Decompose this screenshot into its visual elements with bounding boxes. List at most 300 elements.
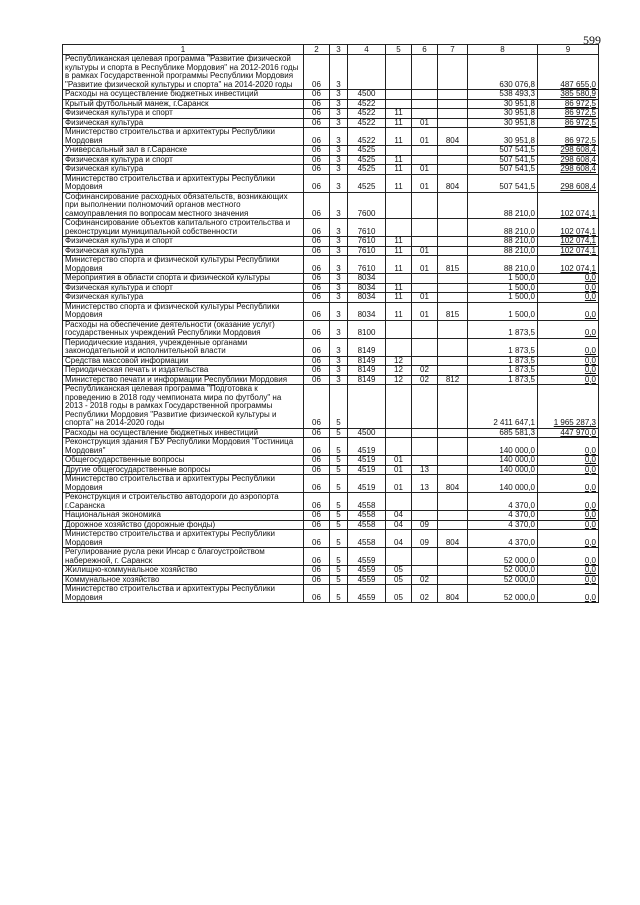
row-cell-c3: 3 <box>330 219 348 237</box>
row-cell-c8: 507 541,5 <box>468 165 538 175</box>
row-cell-c9: 0,0 <box>538 475 599 493</box>
row-cell-c5 <box>386 90 412 100</box>
row-name-cell: Физическая культура и спорт <box>63 237 304 247</box>
row-cell-c8: 1 873,5 <box>468 375 538 385</box>
row-cell-c7: 804 <box>438 585 468 603</box>
column-header-9: 9 <box>538 45 599 55</box>
row-name-cell: Расходы на осуществление бюджетных инвестиций <box>63 428 304 438</box>
row-cell-c8: 507 541,5 <box>468 146 538 156</box>
row-cell-c2: 06 <box>304 438 330 456</box>
row-cell-c7: 804 <box>438 128 468 146</box>
row-cell-c4: 4519 <box>348 465 386 475</box>
row-cell-c4: 8100 <box>348 320 386 338</box>
row-cell-c3: 3 <box>330 99 348 109</box>
row-name-cell: Министерство печати и информации Республики Мордовия <box>63 375 304 385</box>
row-cell-c3: 5 <box>330 575 348 585</box>
row-cell-c9: 102 074,1 <box>538 256 599 274</box>
row-cell-c4: 7610 <box>348 219 386 237</box>
row-cell-c4: 8034 <box>348 302 386 320</box>
row-cell-c5 <box>386 428 412 438</box>
row-cell-c5: 01 <box>386 456 412 466</box>
row-cell-c9: 298 608,4 <box>538 174 599 192</box>
row-cell-c5: 11 <box>386 165 412 175</box>
row-name-cell: Регулирование русла реки Инсар с благоустройством набережной, г. Саранск <box>63 548 304 566</box>
row-cell-c3: 5 <box>330 438 348 456</box>
row-cell-c2: 06 <box>304 356 330 366</box>
row-cell-c2: 06 <box>304 99 330 109</box>
row-name-cell: Национальная экономика <box>63 511 304 521</box>
table-row <box>63 293 599 303</box>
row-cell-c8: 52 000,0 <box>468 585 538 603</box>
table-row <box>63 237 599 247</box>
row-cell-c7 <box>438 520 468 530</box>
row-cell-c7 <box>438 192 468 219</box>
row-cell-c2: 06 <box>304 338 330 356</box>
row-cell-c6: 02 <box>412 366 438 376</box>
row-cell-c6 <box>412 99 438 109</box>
row-cell-c3: 3 <box>330 90 348 100</box>
row-cell-c7 <box>438 438 468 456</box>
row-name-cell: Периодические издания, учрежденные органами законодательной и исполнительной власти <box>63 338 304 356</box>
row-cell-c3: 3 <box>330 366 348 376</box>
row-cell-c7: 804 <box>438 530 468 548</box>
row-cell-c3: 3 <box>330 256 348 274</box>
row-cell-c2: 06 <box>304 530 330 548</box>
row-cell-c6 <box>412 566 438 576</box>
row-cell-c8: 4 370,0 <box>468 520 538 530</box>
row-cell-c8: 140 000,0 <box>468 475 538 493</box>
row-cell-c3: 3 <box>330 338 348 356</box>
row-cell-c2: 06 <box>304 385 330 429</box>
row-cell-c6: 09 <box>412 530 438 548</box>
row-cell-c3: 3 <box>330 293 348 303</box>
row-cell-c4: 8034 <box>348 274 386 284</box>
row-cell-c3: 3 <box>330 155 348 165</box>
row-cell-c3: 5 <box>330 511 348 521</box>
row-cell-c5 <box>386 385 412 429</box>
table-row <box>63 530 599 548</box>
row-cell-c7 <box>438 366 468 376</box>
row-cell-c4: 4522 <box>348 128 386 146</box>
row-cell-c7 <box>438 246 468 256</box>
row-cell-c5: 11 <box>386 246 412 256</box>
row-cell-c7 <box>438 428 468 438</box>
row-cell-c6: 02 <box>412 375 438 385</box>
row-cell-c9: 0,0 <box>538 283 599 293</box>
row-cell-c4: 4519 <box>348 475 386 493</box>
row-cell-c3: 5 <box>330 585 348 603</box>
row-cell-c6 <box>412 338 438 356</box>
row-cell-c8: 2 411 647,1 <box>468 385 538 429</box>
row-cell-c4: 4559 <box>348 585 386 603</box>
row-cell-c6: 13 <box>412 465 438 475</box>
row-cell-c6 <box>412 438 438 456</box>
row-cell-c9: 0,0 <box>538 302 599 320</box>
table-row <box>63 338 599 356</box>
row-cell-c6: 01 <box>412 174 438 192</box>
row-cell-c8: 1 873,5 <box>468 366 538 376</box>
table-row <box>63 456 599 466</box>
row-cell-c4: 4559 <box>348 548 386 566</box>
table-row <box>63 274 599 284</box>
row-cell-c6 <box>412 385 438 429</box>
row-cell-c7: 804 <box>438 174 468 192</box>
row-cell-c6 <box>412 192 438 219</box>
row-cell-c4: 4558 <box>348 520 386 530</box>
row-cell-c6 <box>412 146 438 156</box>
row-cell-c9: 0,0 <box>538 566 599 576</box>
table-row <box>63 90 599 100</box>
row-cell-c2: 06 <box>304 465 330 475</box>
row-cell-c5: 04 <box>386 530 412 548</box>
row-cell-c8: 4 370,0 <box>468 530 538 548</box>
row-cell-c4: 4525 <box>348 146 386 156</box>
row-cell-c3: 3 <box>330 237 348 247</box>
row-cell-c4: 4500 <box>348 90 386 100</box>
row-cell-c2: 06 <box>304 302 330 320</box>
row-cell-c9: 102 074,1 <box>538 219 599 237</box>
table-row <box>63 109 599 119</box>
row-cell-c4: 4525 <box>348 165 386 175</box>
row-cell-c5 <box>386 493 412 511</box>
table-row <box>63 302 599 320</box>
column-header-3: 3 <box>330 45 348 55</box>
row-cell-c9: 0,0 <box>538 356 599 366</box>
row-cell-c3: 3 <box>330 146 348 156</box>
row-cell-c4: 4558 <box>348 530 386 548</box>
column-header-4: 4 <box>348 45 386 55</box>
row-cell-c8: 1 873,5 <box>468 320 538 338</box>
row-cell-c6 <box>412 55 438 90</box>
row-cell-c4: 7600 <box>348 192 386 219</box>
row-cell-c3: 3 <box>330 274 348 284</box>
row-cell-c6: 02 <box>412 585 438 603</box>
table-row <box>63 475 599 493</box>
row-cell-c4: 4559 <box>348 575 386 585</box>
row-cell-c7: 815 <box>438 302 468 320</box>
row-cell-c7 <box>438 155 468 165</box>
row-cell-c6: 01 <box>412 302 438 320</box>
row-name-cell: Республиканская целевая программа "Развитие физической культуры и спорта в Республике Мордовия" на 2012-2016 годы в рамках Государственной программы Республики Мордовия "Развитие физической культуры и спорта" на 2014-2020 годы <box>63 55 304 90</box>
row-cell-c7 <box>438 293 468 303</box>
row-cell-c7 <box>438 575 468 585</box>
row-cell-c8: 1 500,0 <box>468 274 538 284</box>
row-cell-c6: 01 <box>412 293 438 303</box>
budget-table <box>62 44 599 603</box>
row-cell-c5: 12 <box>386 356 412 366</box>
table-row <box>63 438 599 456</box>
row-cell-c7 <box>438 90 468 100</box>
row-cell-c7 <box>438 385 468 429</box>
row-cell-c3: 5 <box>330 465 348 475</box>
row-cell-c2: 06 <box>304 575 330 585</box>
row-cell-c9: 385 580,9 <box>538 90 599 100</box>
row-cell-c9: 0,0 <box>538 438 599 456</box>
row-cell-c8: 507 541,5 <box>468 155 538 165</box>
row-cell-c8: 88 210,0 <box>468 246 538 256</box>
row-cell-c7 <box>438 566 468 576</box>
row-cell-c9: 102 074,1 <box>538 246 599 256</box>
row-name-cell: Министерство строительства и архитектуры Республики Мордовия <box>63 585 304 603</box>
row-name-cell: Республиканская целевая программа "Подготовка к проведению в 2018 году чемпионата мира по футболу" на 2013 - 2018 годы в рамках Государственной программы Республики Мордовия "Развитие физической культуры и спорта" на 2014-2020 годы <box>63 385 304 429</box>
row-cell-c8: 1 500,0 <box>468 293 538 303</box>
row-cell-c4: 4500 <box>348 428 386 438</box>
row-name-cell: Министерство строительства и архитектуры Республики Мордовия <box>63 530 304 548</box>
row-cell-c7 <box>438 320 468 338</box>
row-cell-c5: 05 <box>386 575 412 585</box>
row-cell-c7 <box>438 118 468 128</box>
row-cell-c4: 8149 <box>348 356 386 366</box>
row-cell-c9: 86 972,5 <box>538 109 599 119</box>
row-cell-c2: 06 <box>304 475 330 493</box>
row-cell-c9: 487 655,0 <box>538 55 599 90</box>
row-cell-c5: 11 <box>386 256 412 274</box>
row-name-cell: Министерство спорта и физической культуры Республики Мордовия <box>63 302 304 320</box>
row-cell-c4: 8034 <box>348 293 386 303</box>
table-row <box>63 566 599 576</box>
row-cell-c2: 06 <box>304 237 330 247</box>
row-name-cell: Софинансирование расходных обязательств, возникающих при выполнении полномочий органов местного самоуправления по вопросам местного значения <box>63 192 304 219</box>
row-cell-c4: 4522 <box>348 118 386 128</box>
row-cell-c2: 06 <box>304 55 330 90</box>
column-header-1: 1 <box>63 45 304 55</box>
row-cell-c7 <box>438 356 468 366</box>
row-cell-c7 <box>438 146 468 156</box>
row-cell-c9: 0,0 <box>538 530 599 548</box>
column-header-2: 2 <box>304 45 330 55</box>
row-cell-c4 <box>348 55 386 90</box>
row-cell-c3: 3 <box>330 356 348 366</box>
table-row <box>63 320 599 338</box>
row-cell-c3: 5 <box>330 456 348 466</box>
row-cell-c2: 06 <box>304 128 330 146</box>
row-cell-c8: 507 541,5 <box>468 174 538 192</box>
row-cell-c5: 11 <box>386 293 412 303</box>
row-cell-c8: 30 951,8 <box>468 99 538 109</box>
row-cell-c6 <box>412 320 438 338</box>
row-name-cell: Физическая культура и спорт <box>63 109 304 119</box>
row-cell-c9: 0,0 <box>538 493 599 511</box>
table-row <box>63 548 599 566</box>
row-cell-c7: 815 <box>438 256 468 274</box>
row-cell-c7 <box>438 55 468 90</box>
row-name-cell: Софинансирование объектов капитального строительства и реконструкции муниципальной собственности <box>63 219 304 237</box>
row-cell-c4: 4525 <box>348 174 386 192</box>
row-cell-c8: 140 000,0 <box>468 465 538 475</box>
row-cell-c8: 1 873,5 <box>468 338 538 356</box>
row-cell-c7 <box>438 165 468 175</box>
row-cell-c6 <box>412 456 438 466</box>
row-cell-c9: 0,0 <box>538 375 599 385</box>
row-cell-c9: 0,0 <box>538 338 599 356</box>
row-cell-c6: 09 <box>412 520 438 530</box>
row-cell-c2: 06 <box>304 428 330 438</box>
row-cell-c4: 8149 <box>348 338 386 356</box>
row-cell-c6 <box>412 428 438 438</box>
row-cell-c5: 01 <box>386 465 412 475</box>
row-cell-c5: 12 <box>386 366 412 376</box>
row-cell-c5: 11 <box>386 128 412 146</box>
row-cell-c9: 86 972,5 <box>538 128 599 146</box>
row-cell-c9: 0,0 <box>538 465 599 475</box>
row-cell-c4: 4522 <box>348 109 386 119</box>
row-cell-c2: 06 <box>304 165 330 175</box>
row-cell-c3: 3 <box>330 302 348 320</box>
row-cell-c2: 06 <box>304 366 330 376</box>
row-cell-c2: 06 <box>304 256 330 274</box>
row-name-cell: Реконструкция здания ГБУ Республики Мордовия "Гостиница Мордовия" <box>63 438 304 456</box>
row-cell-c5: 01 <box>386 475 412 493</box>
row-name-cell: Министерство спорта и физической культуры Республики Мордовия <box>63 256 304 274</box>
row-cell-c8: 685 581,3 <box>468 428 538 438</box>
row-cell-c8: 1 500,0 <box>468 302 538 320</box>
row-cell-c6 <box>412 548 438 566</box>
row-cell-c9: 0,0 <box>538 520 599 530</box>
row-cell-c5: 11 <box>386 118 412 128</box>
row-name-cell: Министерство строительства и архитектуры Республики Мордовия <box>63 174 304 192</box>
row-name-cell: Физическая культура и спорт <box>63 155 304 165</box>
row-cell-c6: 01 <box>412 118 438 128</box>
table-row <box>63 493 599 511</box>
page-number: 599 <box>583 33 601 47</box>
row-cell-c3: 5 <box>330 520 348 530</box>
row-cell-c9: 0,0 <box>538 575 599 585</box>
row-cell-c5: 11 <box>386 109 412 119</box>
row-cell-c8: 30 951,8 <box>468 128 538 146</box>
row-cell-c3: 3 <box>330 174 348 192</box>
row-cell-c5 <box>386 338 412 356</box>
table-row <box>63 585 599 603</box>
row-cell-c5: 05 <box>386 566 412 576</box>
row-cell-c7 <box>438 493 468 511</box>
row-cell-c4: 4525 <box>348 155 386 165</box>
table-row <box>63 165 599 175</box>
row-name-cell: Физическая культура <box>63 165 304 175</box>
row-cell-c5 <box>386 192 412 219</box>
column-header-7: 7 <box>438 45 468 55</box>
row-cell-c3: 5 <box>330 493 348 511</box>
table-row <box>63 511 599 521</box>
row-cell-c5: 11 <box>386 237 412 247</box>
row-cell-c7: 812 <box>438 375 468 385</box>
row-cell-c3: 3 <box>330 283 348 293</box>
row-cell-c6 <box>412 274 438 284</box>
row-cell-c9: 86 972,5 <box>538 99 599 109</box>
row-cell-c8: 52 000,0 <box>468 548 538 566</box>
table-row <box>63 385 599 429</box>
table-row <box>63 146 599 156</box>
row-cell-c4: 4522 <box>348 99 386 109</box>
row-cell-c4: 4519 <box>348 438 386 456</box>
row-cell-c7 <box>438 283 468 293</box>
row-cell-c3: 3 <box>330 246 348 256</box>
row-cell-c7 <box>438 274 468 284</box>
row-cell-c7 <box>438 99 468 109</box>
row-cell-c9: 102 074,1 <box>538 192 599 219</box>
row-cell-c7 <box>438 237 468 247</box>
row-cell-c9: 0,0 <box>538 548 599 566</box>
row-cell-c7 <box>438 465 468 475</box>
row-cell-c3: 3 <box>330 128 348 146</box>
row-cell-c9: 447 970,0 <box>538 428 599 438</box>
row-name-cell: Дорожное хозяйство (дорожные фонды) <box>63 520 304 530</box>
row-cell-c8: 30 951,8 <box>468 118 538 128</box>
column-header-5: 5 <box>386 45 412 55</box>
row-cell-c2: 06 <box>304 109 330 119</box>
row-cell-c7: 804 <box>438 475 468 493</box>
row-cell-c5 <box>386 55 412 90</box>
row-cell-c6: 02 <box>412 575 438 585</box>
table-row <box>63 128 599 146</box>
row-name-cell: Расходы на обеспечение деятельности (оказание услуг) государственных учреждений Республики Мордовия <box>63 320 304 338</box>
table-row <box>63 174 599 192</box>
row-cell-c8: 4 370,0 <box>468 493 538 511</box>
row-cell-c3: 3 <box>330 192 348 219</box>
row-name-cell: Физическая культура <box>63 118 304 128</box>
row-name-cell: Периодическая печать и издательства <box>63 366 304 376</box>
row-cell-c3: 5 <box>330 475 348 493</box>
row-cell-c2: 06 <box>304 548 330 566</box>
row-name-cell: Министерство строительства и архитектуры Республики Мордовия <box>63 475 304 493</box>
row-cell-c2: 06 <box>304 456 330 466</box>
row-name-cell: Физическая культура <box>63 246 304 256</box>
row-cell-c5: 11 <box>386 155 412 165</box>
row-cell-c9: 0,0 <box>538 274 599 284</box>
table-row <box>63 256 599 274</box>
row-cell-c9: 0,0 <box>538 456 599 466</box>
row-cell-c2: 06 <box>304 246 330 256</box>
header-row <box>63 45 599 55</box>
row-cell-c8: 88 210,0 <box>468 219 538 237</box>
row-cell-c6: 01 <box>412 128 438 146</box>
row-cell-c4: 4558 <box>348 493 386 511</box>
row-cell-c8: 88 210,0 <box>468 192 538 219</box>
row-cell-c2: 06 <box>304 118 330 128</box>
row-cell-c2: 06 <box>304 566 330 576</box>
row-cell-c4 <box>348 385 386 429</box>
row-cell-c2: 06 <box>304 511 330 521</box>
row-cell-c9: 0,0 <box>538 511 599 521</box>
row-cell-c2: 06 <box>304 585 330 603</box>
row-cell-c3: 5 <box>330 428 348 438</box>
row-cell-c4: 7610 <box>348 246 386 256</box>
row-cell-c2: 06 <box>304 192 330 219</box>
row-cell-c3: 3 <box>330 55 348 90</box>
row-cell-c6: 13 <box>412 475 438 493</box>
row-cell-c8: 140 000,0 <box>468 456 538 466</box>
row-cell-c9: 0,0 <box>538 293 599 303</box>
row-cell-c8: 30 951,8 <box>468 109 538 119</box>
row-cell-c2: 06 <box>304 520 330 530</box>
row-cell-c7 <box>438 548 468 566</box>
row-cell-c5: 12 <box>386 375 412 385</box>
row-cell-c3: 3 <box>330 165 348 175</box>
row-cell-c3: 5 <box>330 385 348 429</box>
row-cell-c2: 06 <box>304 320 330 338</box>
row-cell-c6 <box>412 219 438 237</box>
row-name-cell: Расходы на осуществление бюджетных инвестиций <box>63 90 304 100</box>
row-name-cell: Другие общегосударственные вопросы <box>63 465 304 475</box>
row-name-cell: Мероприятия в области спорта и физической культуры <box>63 274 304 284</box>
row-cell-c4: 7610 <box>348 237 386 247</box>
row-cell-c5 <box>386 274 412 284</box>
row-cell-c5: 11 <box>386 174 412 192</box>
row-cell-c9: 0,0 <box>538 585 599 603</box>
row-name-cell: Физическая культура <box>63 293 304 303</box>
row-cell-c3: 3 <box>330 109 348 119</box>
row-cell-c8: 630 076,8 <box>468 55 538 90</box>
table-row <box>63 55 599 90</box>
